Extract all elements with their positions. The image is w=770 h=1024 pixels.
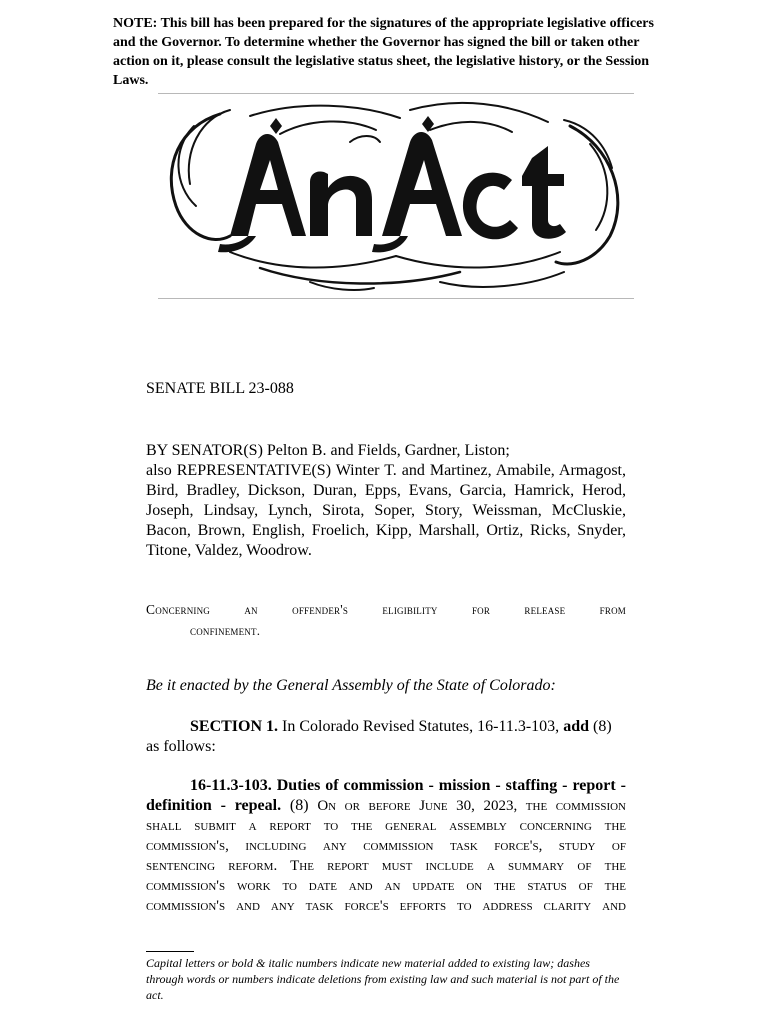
seal-bottom-rule [158, 298, 634, 299]
sponsors-line: also REPRESENTATIVE(S) Winter T. and Martinez, Amabile, Armagost, [146, 462, 626, 479]
section-1-text-b: (8) [588, 718, 612, 735]
sponsors-line: Bird, Bradley, Dickson, Duran, Epps, Evans, Garcia, Hamrick, Herod, [146, 482, 626, 499]
statute-heading-line-1 [146, 776, 626, 796]
statute-line: commission's, including any commission task force's, study of [146, 838, 626, 854]
statute-subsection: (8) [281, 797, 318, 814]
section-1-add: add [563, 718, 589, 735]
sponsors-line: Titone, Valdez, Woodrow. [146, 542, 312, 559]
seal-top-rule [158, 93, 634, 94]
statute-line: sentencing reform. The report must include a summary of the [146, 858, 626, 874]
statute-line: commission's and any task force's efforts to address clarity and [146, 898, 626, 914]
an-act-seal-graphic [160, 96, 630, 296]
legislative-note: NOTE: This bill has been prepared for the signatures of the appropriate legislative officers and the Governor. To determine whether the Governor has signed the bill or taken other action on it, please consult the legislative status sheet, the legislative history, or the Session Laws. [113, 16, 654, 88]
section-1 [146, 717, 626, 757]
enacting-clause: Be it enacted by the General Assembly of the State of Colorado: [146, 677, 556, 694]
sponsors-block [146, 441, 626, 561]
concerning-line-1: Concerning an offender's eligibility for release from [146, 602, 626, 617]
section-1-text-a: In Colorado Revised Statutes, 16-11.3-103, [278, 718, 564, 735]
statute-text [146, 776, 626, 916]
section-1-line-2: as follows: [146, 738, 216, 755]
sponsors-line: BY SENATOR(S) Pelton B. and Fields, Gardner, Liston; [146, 442, 510, 459]
concerning-clause [146, 599, 626, 641]
statute-line: commission's work to date and an update on the status of the [146, 878, 626, 894]
an-act-seal [160, 96, 630, 296]
section-1-heading: SECTION 1. [190, 718, 279, 735]
statute-line: On or before June 30, 2023, the commission [317, 798, 626, 814]
statute-heading-1: 16-11.3-103. Duties of commission - mission - staffing - report - [190, 777, 626, 794]
footnote-rule [146, 951, 194, 952]
sponsors-line: Joseph, Lindsay, Lynch, Sirota, Soper, Story, Weissman, McCluskie, [146, 502, 626, 519]
statute-heading-2: definition - repeal. [146, 797, 282, 814]
bill-number: SENATE BILL 23-088 [146, 380, 294, 397]
footnote: Capital letters or bold & italic numbers indicate new material added to existing law; dashes through words or numbers indicate deletions from existing law and such material is not part of the act. [146, 956, 620, 1002]
section-1-line-1 [146, 717, 626, 737]
concerning-line-2: confinement. [190, 623, 261, 638]
sponsors-line: Bacon, Brown, English, Froelich, Kipp, Marshall, Ortiz, Ricks, Snyder, [146, 522, 626, 539]
statute-line: shall submit a report to the general assembly concerning the [146, 818, 626, 834]
statute-heading-line-2 [146, 796, 626, 816]
